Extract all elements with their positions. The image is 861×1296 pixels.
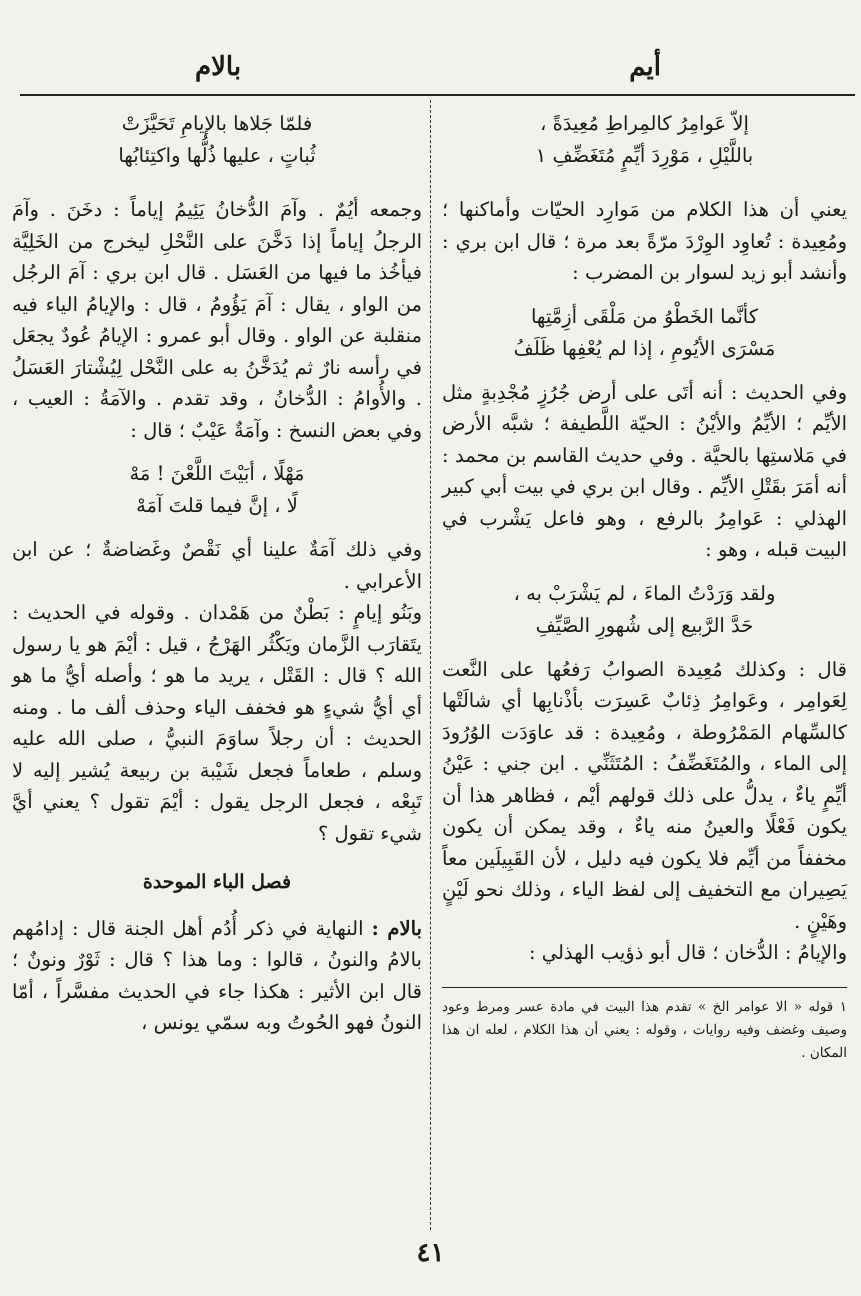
left-headword: بالام: [195, 52, 242, 82]
verse-line: ولقد وَرَدْتُ الماءَ ، لم يَشْرَبْ به ،: [513, 581, 776, 605]
paragraph: وبَنُو إيامٍ : بَطْنٌ من هَمْدان . وقوله في الحديث : يتَقارَب الزَّمان ويَكْثُر الهَرْجُ ، قيل : أيْمَ هو يا رسول الله ؟ قال : القَتْل ، يريد ما هو ؛ وأصله أيُّ ما هو أي أيُّ شيءٍ هو فخفف الياء وحذف ألف ما . ومنه الحديث : أن رجلاً ساوَمَ النبيُّ ، صلى الله عليه وسلم ، طعاماً فجعل شَيْبة بن ربيعة يُشير إليه لا تَبِعْه ، فجعل الرجل يقول : أيْمَ تقول ؟ يعني أيَّ شيء تقول ؟: [12, 601, 422, 845]
verse-line: باللَّيْلِ ، مَوْرِدَ أيِّمٍ مُتَغَضِّفِ ۱: [535, 144, 754, 167]
verse-block: [442, 301, 847, 365]
entry-headword: بالام :: [371, 916, 422, 940]
right-headword: أيم: [629, 52, 661, 82]
page-number: ٤١: [416, 1238, 445, 1268]
page-header: [0, 52, 861, 92]
verse-line: إلاّ عَوامِرُ كالمِراطِ مُعِيدَةً ،: [540, 112, 749, 135]
verse-line: مَهْلًا ، أبَيْتَ اللَّعْنَ ! مَهْ: [129, 462, 305, 485]
footnote-rule: [442, 987, 847, 988]
paragraph: وجمعه أيُمٌ . وآمَ الدُّخانُ يَئِيمُ إياماً : دخَنَ . وآمَ الرجلُ إياماً إذا دَخَّنَ على النَّحْلِ ليخرج من الخَلِيَّة فيأخُذ ما فيها من العَسَل . قال ابن بري : آمَ الرجُل من الواو ، يقال : آمَ يَؤُومُ ، قال : والإيامُ الياء فيه منقلبة عن الواو . وقال أبو عمرو : الإيامُ عُودٌ يجعَل في رأسه نارٌ ثم يُدَخَّنُ به على النَّحْل لِيُشْتارَ العَسَلُ . والأُوامُ : الدُّخانُ ، وقد تقدم . والآمَةُ : العيب ، وفي بعض النسخ : وآمَةٌ عَيْبٌ ؛ قال :: [12, 198, 422, 442]
verse-line: مَسْرَى الأيُومِ ، إذا لم يُعْفِها ظَلَفُ: [513, 336, 776, 360]
paragraph: يعني أن هذا الكلام من مَوارِد الحيّات وأماكنها ؛ ومُعِيدة : تُعاوِد الوِرْدَ مرّةً بعد مرة ؛ قال ابن بري : وأنشد أبو زيد لسوار بن المضرب :: [442, 198, 847, 284]
paragraph: والإيامُ : الدُّخان ؛ قال أبو ذؤيب الهذلي :: [528, 941, 847, 964]
right-column: [442, 108, 847, 1065]
paragraph: وفي الحديث : أنه أتَى على أرض جُرُزٍ مُجْدِبةٍ مثل الأيِّم ؛ الأيِّمُ والأيْنُ : الحيّة اللَّطيفة ؛ شبَّه الأرض في مَلاستِها بالحيَّة . وفي حديث القاسم بن محمد : أنه أمَرَ بقَتْلِ الأيِّم . وقال ابن بري في بيت أبي كبير الهذلي : عَوامِرُ بالرفع ، وهو فاعل يَشْرب في البيت قبله ، وهو :: [442, 380, 847, 561]
verse-block: [442, 108, 847, 172]
verse-line: كأنَّما الخَطْوُ من مَلْقَى أزِمَّتِها: [530, 304, 759, 328]
left-column: [12, 108, 422, 1039]
footnote: ۱ قوله « الا عوامر الخ » تقدم هذا البيت في مادة عسر ومرط وعود وصيف وغضف وفيه روايات ، وقوله : يعني أن هذا الكلام ، لعله ان هذا المكان .: [442, 998, 847, 1061]
verse-block: [442, 578, 847, 642]
verse-block: [12, 108, 422, 172]
entry-paragraph: [12, 913, 422, 1039]
paragraph: قال : وكذلك مُعِيدة الصوابُ رَفعُها على النَّعت لِعَوامِر ، وعَوامِرُ ذِئابٌ عَسِرَت بأذْنابِها أي شالَتْها كالسِّهام المَمْرُوطة ، ومُعِيدة : قد عاوَدَت الوُرُودَ إلى الماء ، والمُتَغَضِّفُ : المُتَثَنِّي . ابن جني : عَيْنُ أيِّمٍ ياءٌ ، يدلُّ على ذلك قولهم أيْم ، فظاهر هذا أن يكون فَعْلًا والعينُ منه ياءٌ ، وقد يمكن أن يكون مخففاً من أيِّم فلا يكون فيه دليل ، لأن القَبِيلَين معاً يَصِيران مع التخفيف إلى لفظ الياء ، وذلك نحو لَيْنٍ وهَيْنٍ .: [442, 657, 847, 933]
verse-line: فلمّا جَلاها بالإيامِ تَحَيَّزَتْ: [121, 112, 313, 135]
verse-block: [12, 458, 422, 522]
verse-line: ثُباتٍ ، عليها ذُلُّها واكتِئابُها: [118, 144, 316, 167]
entry-text: النهاية في ذكر أُدُم أهل الجنة قال : إدامُهم بالامُ والنونُ ، قالوا : وما هذا ؟ قال : ثَوْرٌ ونونٌ ؛ قال ابن الأثير : هكذا جاء في الحديث مفسَّراً ، أمّا النونُ فهو الحُوتُ وبه سمّي يونس ،: [12, 916, 422, 1034]
verse-line: لًا ، إنَّ فيما قلتَ آمَهْ: [136, 494, 298, 517]
header-rule: [20, 94, 855, 96]
verse-line: حَدَّ الرَّبيع إلى شُهورِ الصَّيِّفِ: [535, 613, 754, 637]
column-divider: [430, 100, 431, 1230]
paragraph: وفي ذلك آمَةٌ علينا أي نَقْصٌ وغَضاضةٌ ؛ عن ابن الأعرابي .: [12, 538, 422, 593]
section-title: فصل الباء الموحدة: [142, 871, 292, 893]
